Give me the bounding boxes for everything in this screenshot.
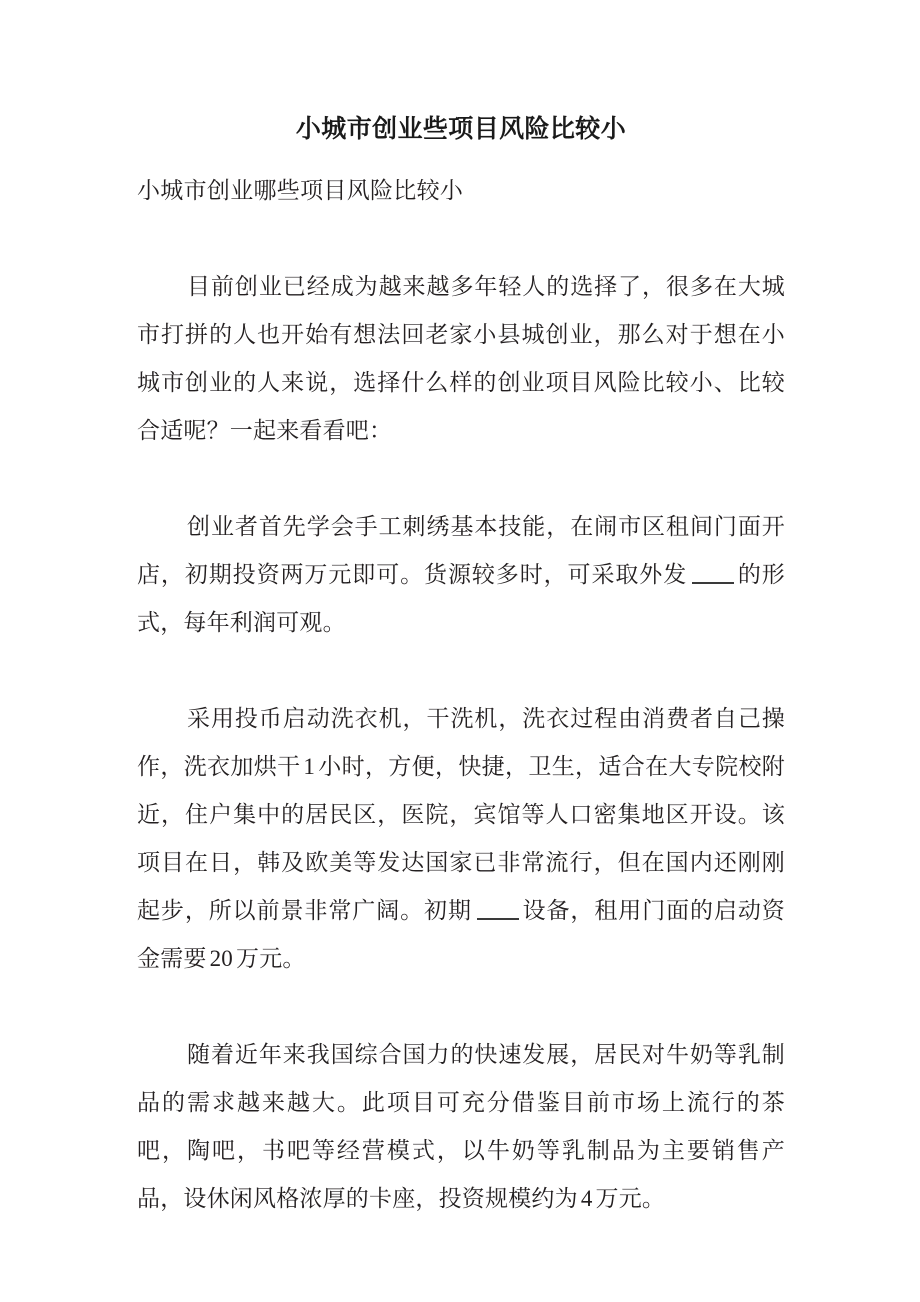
document-content [137,0,785,1223]
paragraph-milk-bar: 随着近年来我国综合国力的快速发展，居民对牛奶等乳制品的需求越来越大。此项目可充分借鉴目前市场上流行的茶吧，陶吧，书吧等经营模式，以牛奶等乳制品为主要销售产品，设休闲风格浓厚的卡座，投资规模约为 4 万元。 [137,1042,785,1211]
paragraph-laundry: 采用投币启动洗衣机，干洗机，洗衣过程由消费者自己操作，洗衣加烘干 1 小时，方便，快捷，卫生，适合在大专院校附近，住户集中的居民区，医院，宾馆等人口密集地区开设。该项目在日，韩及欧美等发达国家已非常流行，但在国内还刚刚起步，所以前景非常广阔。初期 设备，租用门面的启动资金需要 20 万元。 [137,706,786,971]
paragraph-intro: 目前创业已经成为越来越多年轻人的选择了，很多在大城市打拼的人也开始有想法回老家小县城创业，那么对于想在小城市创业的人来说，选择什么样的创业项目风险比较小、比较合适呢？一起来看看吧： [137,274,785,443]
paragraph-embroidery: 创业者首先学会手工刺绣基本技能，在闹市区租间门面开店，初期投资两万元即可。货源较多时，可采取外发 的形式，每年利润可观。 [137,514,785,635]
document-subtitle: 小城市创业哪些项目风险比较小 [137,178,464,203]
inline-number: 20 [209,946,234,971]
fill-in-blank [477,918,519,920]
inline-number: 4 [580,1186,593,1211]
fill-in-blank [692,582,734,584]
page-title: 小城市创业些项目风险比较小 [295,116,627,143]
body-paragraphs [137,263,785,1223]
inline-number: 1 [303,754,316,779]
